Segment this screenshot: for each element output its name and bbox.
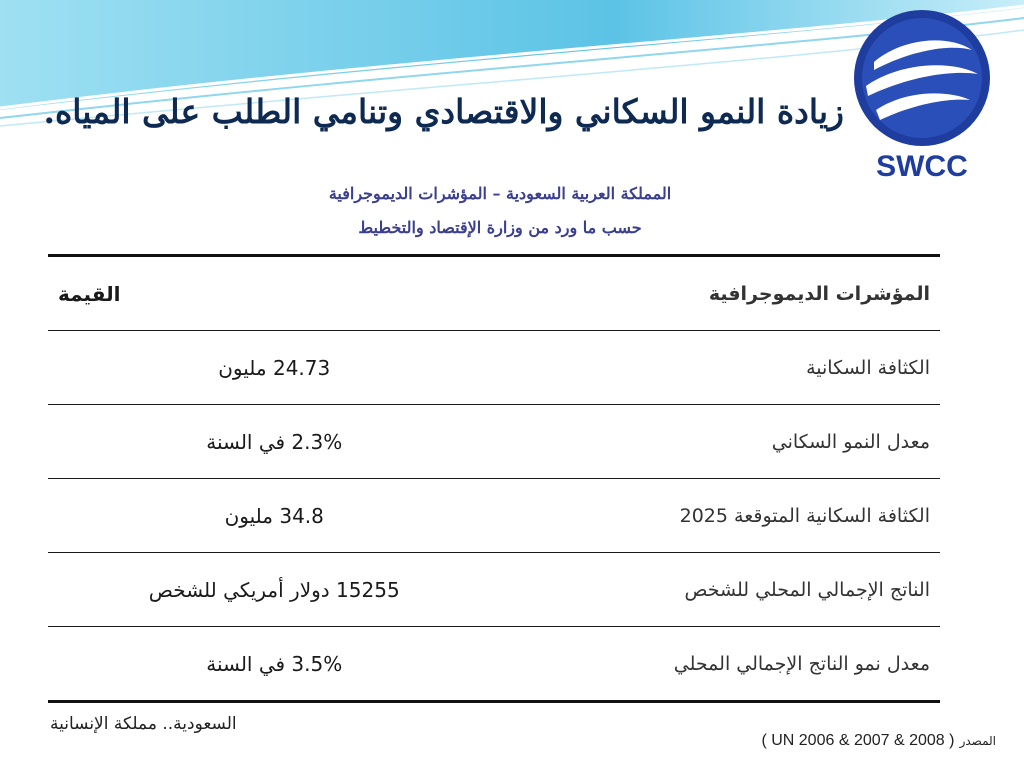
table-row (48, 405, 940, 479)
source-value: ( UN 2006 & 2007 & 2008 ) (761, 732, 955, 749)
demographics-table (48, 254, 940, 703)
table-caption-line-1: المملكة العربية السعودية – المؤشرات الديموجرافية (328, 184, 672, 203)
footer-source (761, 730, 996, 750)
row-value: 15255 دولار أمريكي للشخص (48, 553, 500, 627)
row-value: 3.5% في السنة (48, 627, 500, 702)
table-caption-line-2: حسب ما ورد من وزارة الإقتصاد والتخطيط (358, 218, 642, 237)
row-indicator: الناتج الإجمالي المحلي للشخص (500, 553, 940, 627)
table-row (48, 627, 940, 702)
row-indicator: معدل النمو السكاني (500, 405, 940, 479)
source-label: المصدر (959, 734, 996, 748)
row-value: 24.73 مليون (48, 331, 500, 405)
page-title: زيادة النمو السكاني والاقتصادي وتنامي الطلب على المياه. (43, 92, 844, 131)
row-value: 34.8 مليون (48, 479, 500, 553)
footer-slogan: السعودية.. مملكة الإنسانية (50, 714, 237, 734)
logo-text: SWCC (876, 150, 968, 183)
row-indicator: الكثافة السكانية المتوقعة 2025 (500, 479, 940, 553)
table-row (48, 331, 940, 405)
table-row (48, 553, 940, 627)
table-row (48, 479, 940, 553)
table-header-row (48, 256, 940, 331)
row-value: 2.3% في السنة (48, 405, 500, 479)
header-value: القيمة (48, 256, 500, 331)
row-indicator: معدل نمو الناتج الإجمالي المحلي (500, 627, 940, 702)
row-indicator: الكثافة السكانية (500, 331, 940, 405)
header-indicator: المؤشرات الديموجرافية (500, 256, 940, 331)
